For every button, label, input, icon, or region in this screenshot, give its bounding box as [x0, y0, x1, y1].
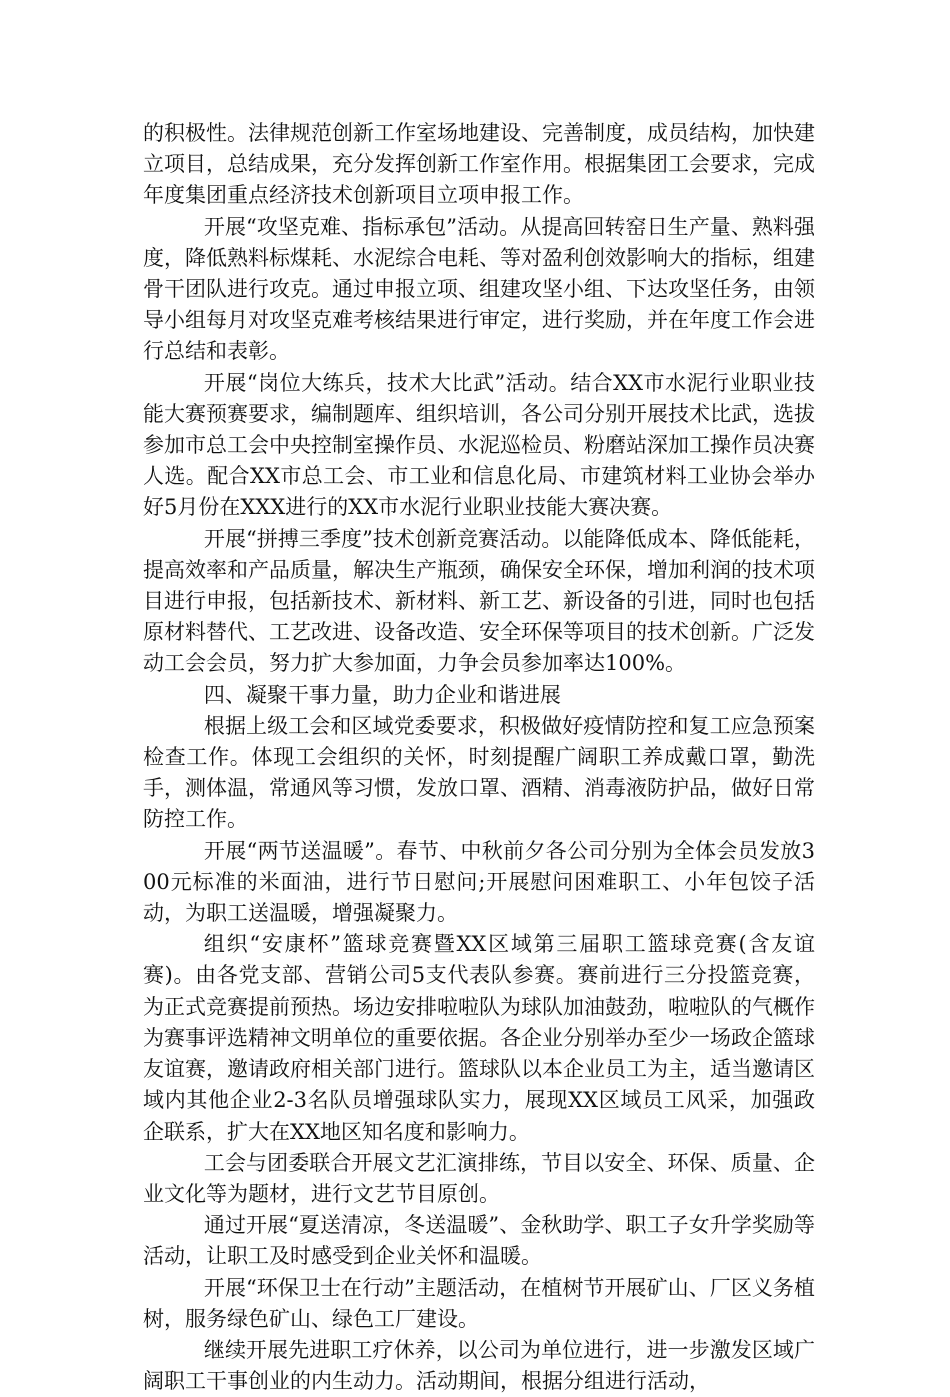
paragraph-8: 组织“安康杯”篮球竞赛暨XX区域第三届职工篮球竞赛(含友谊赛)。由各党支部、营销公司5支代表队参赛。赛前进行三分投篮竞赛，为正式竞赛提前预热。场边安排啦啦队为球队加油鼓劲，啦啦队的气概作为赛事评选精神文明单位的重要依据。各企业分别举办至少一场政企篮球友谊赛，邀请政府相关部门进行。篮球队以本企业员工为主，适当邀请区域内其他企业2-3名队员增强球队实力，展现XX区域员工风采，加强政企联系，扩大在XX地区知名度和影响力。 [143, 932, 815, 1144]
paragraph-12: 继续开展先进职工疗休养，以公司为单位进行，进一步激发区域广阔职工干事创业的内生动力。活动期间，根据分组进行活动， [143, 1337, 815, 1394]
paragraph-2: 开展“攻坚克难、指标承包”活动。从提高回转窑日生产量、熟料强度，降低熟料标煤耗、水泥综合电耗、等对盈利创效影响大的指标，组建骨干团队进行攻克。通过申报立项、组建攻坚小组、下达攻坚任务，由领导小组每月对攻坚克难考核结果进行审定，进行奖励，并在年度工作会进行总结和表彰。 [143, 214, 815, 364]
paragraph-4: 开展“拼搏三季度”技术创新竞赛活动。以能降低成本、降低能耗，提高效率和产品质量，解决生产瓶颈，确保安全环保，增加利润的技术项目进行申报，包括新技术、新材料、新工艺、新设备的引进，同时也包括原材料替代、工艺改进、设备改造、安全环保等项目的技术创新。广泛发动工会会员，努力扩大参加面，力争会员参加率达100%。 [143, 526, 815, 676]
paragraph-3: 开展“岗位大练兵，技术大比武”活动。结合XX市水泥行业职业技能大赛预赛要求，编制题库、组织培训，各公司分别开展技术比武，选拔参加市总工会中央控制室操作员、水泥巡检员、粉磨站深加工操作员决赛人选。配合XX市总工会、市工业和信息化局、市建筑材料工业协会举办好5月份在XXX进行的XX市水泥行业职业技能大赛决赛。 [143, 370, 815, 520]
paragraph-10: 通过开展“夏送清凉，冬送温暖”、金秋助学、职工子女升学奖励等活动，让职工及时感受到企业关怀和温暖。 [143, 1213, 815, 1269]
paragraph-7: 开展“两节送温暖”。春节、中秋前夕各公司分别为全体会员发放300元标准的米面油，进行节日慰问;开展慰问困难职工、小年包饺子活动，为职工送温暖，增强凝聚力。 [143, 838, 815, 926]
paragraph-1: 的积极性。法律规范创新工作室场地建设、完善制度，成员结构，加快建立项目，总结成果，充分发挥创新工作室作用。根据集团工会要求，完成年度集团重点经济技术创新项目立项申报工作。 [143, 121, 815, 208]
paragraph-11: 开展“环保卫士在行动”主题活动，在植树节开展矿山、厂区义务植树，服务绿色矿山、绿色工厂建设。 [143, 1275, 815, 1331]
section-heading-4: 四、凝聚干事力量，助力企业和谐进展 [203, 682, 561, 707]
paragraph-9: 工会与团委联合开展文艺汇演排练，节目以安全、环保、质量、企业文化等为题材，进行文艺节目原创。 [143, 1150, 815, 1206]
paragraph-6: 根据上级工会和区域党委要求，积极做好疫情防控和复工应急预案检查工作。体现工会组织的关怀，时刻提醒广阔职工养成戴口罩，勤洗手，测体温，常通风等习惯，发放口罩、酒精、消毒液防护品，做好日常防控工作。 [143, 713, 815, 832]
document-body [143, 118, 815, 1397]
